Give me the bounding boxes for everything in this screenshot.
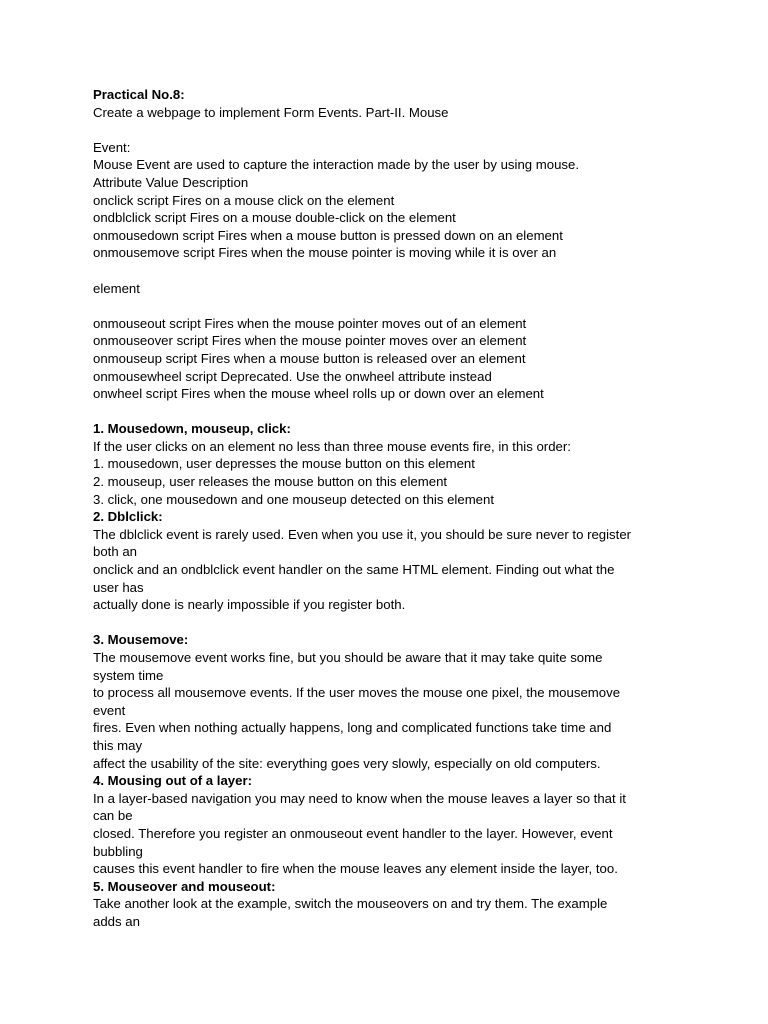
attribute-line: onwheel script Fires when the mouse wheel rolls up or down over an element xyxy=(93,386,544,402)
section-heading: 5. Mouseover and mouseout: xyxy=(93,878,276,894)
intro-line: onmousemove script Fires when the mouse pointer is moving while it is over an xyxy=(93,245,557,261)
section-line: causes this event handler to fire when the mouse leaves any element inside the layer, too. xyxy=(93,861,618,877)
section-line: fires. Even when nothing actually happens, long and complicated functions take time and xyxy=(93,720,612,736)
section-heading: 4. Mousing out of a layer: xyxy=(93,773,252,789)
intro-continued: element xyxy=(93,280,140,296)
section-line: The dblclick event is rarely used. Even when you use it, you should be sure never to register xyxy=(93,526,632,542)
spacer xyxy=(93,262,693,280)
section-line: actually done is nearly impossible if you register both. xyxy=(93,597,406,613)
section-line: this may xyxy=(93,737,143,753)
section-line: adds an xyxy=(93,913,140,929)
section-line: In a layer-based navigation you may need to know when the mouse leaves a layer so that it xyxy=(93,790,626,806)
section-line: If the user clicks on an element no less than three mouse events fire, in this order: xyxy=(93,438,571,454)
attribute-line: onmouseout script Fires when the mouse pointer moves out of an element xyxy=(93,315,527,331)
practical-subtitle: Create a webpage to implement Form Events. Part-II. Mouse xyxy=(93,104,449,120)
attribute-line: onmouseup script Fires when a mouse button is released over an element xyxy=(93,350,526,366)
attribute-line: onmouseover script Fires when the mouse pointer moves over an element xyxy=(93,333,527,349)
section-line: 3. click, one mousedown and one mouseup detected on this element xyxy=(93,491,495,507)
document-page xyxy=(93,86,693,931)
section-line: 1. mousedown, user depresses the mouse button on this element xyxy=(93,456,475,472)
section-line: can be xyxy=(93,808,133,824)
section-line: affect the usability of the site: everything goes very slowly, especially on old computers. xyxy=(93,755,601,771)
intro-line: onmousedown script Fires when a mouse button is pressed down on an element xyxy=(93,227,563,243)
intro-line: Attribute Value Description xyxy=(93,174,249,190)
event-heading: Event: xyxy=(93,139,131,155)
section-heading: 3. Mousemove: xyxy=(93,632,189,648)
section-line: onclick and an ondblclick event handler on the same HTML element. Finding out what the xyxy=(93,562,615,578)
intro-line: ondblclick script Fires on a mouse double-click on the element xyxy=(93,210,456,226)
section-line: system time xyxy=(93,667,164,683)
practical-title: Practical No.8: xyxy=(93,87,185,102)
section-line: The mousemove event works fine, but you should be aware that it may take quite some xyxy=(93,650,603,665)
section-line: to process all mousemove events. If the user moves the mouse one pixel, the mousemove xyxy=(93,685,621,701)
intro-line: Mouse Event are used to capture the interaction made by the user by using mouse. xyxy=(93,157,580,173)
section-line: 2. mouseup, user releases the mouse button on this element xyxy=(93,474,448,490)
spacer xyxy=(93,614,693,632)
section-line: both an xyxy=(93,544,137,560)
intro-line: onclick script Fires on a mouse click on the element xyxy=(93,192,395,208)
attribute-line: onmousewheel script Deprecated. Use the onwheel attribute instead xyxy=(93,368,492,384)
section-line: event xyxy=(93,702,126,718)
spacer xyxy=(93,121,693,139)
section-line: closed. Therefore you register an onmouseout event handler to the layer. However, event xyxy=(93,825,613,841)
spacer xyxy=(93,297,693,315)
section-line: Take another look at the example, switch the mouseovers on and try them. The example xyxy=(93,896,608,912)
section-heading: 2. Dblclick: xyxy=(93,509,163,525)
section-heading: 1. Mousedown, mouseup, click: xyxy=(93,421,291,437)
spacer xyxy=(93,403,693,421)
section-line: bubbling xyxy=(93,843,143,859)
section-line: user has xyxy=(93,579,144,595)
